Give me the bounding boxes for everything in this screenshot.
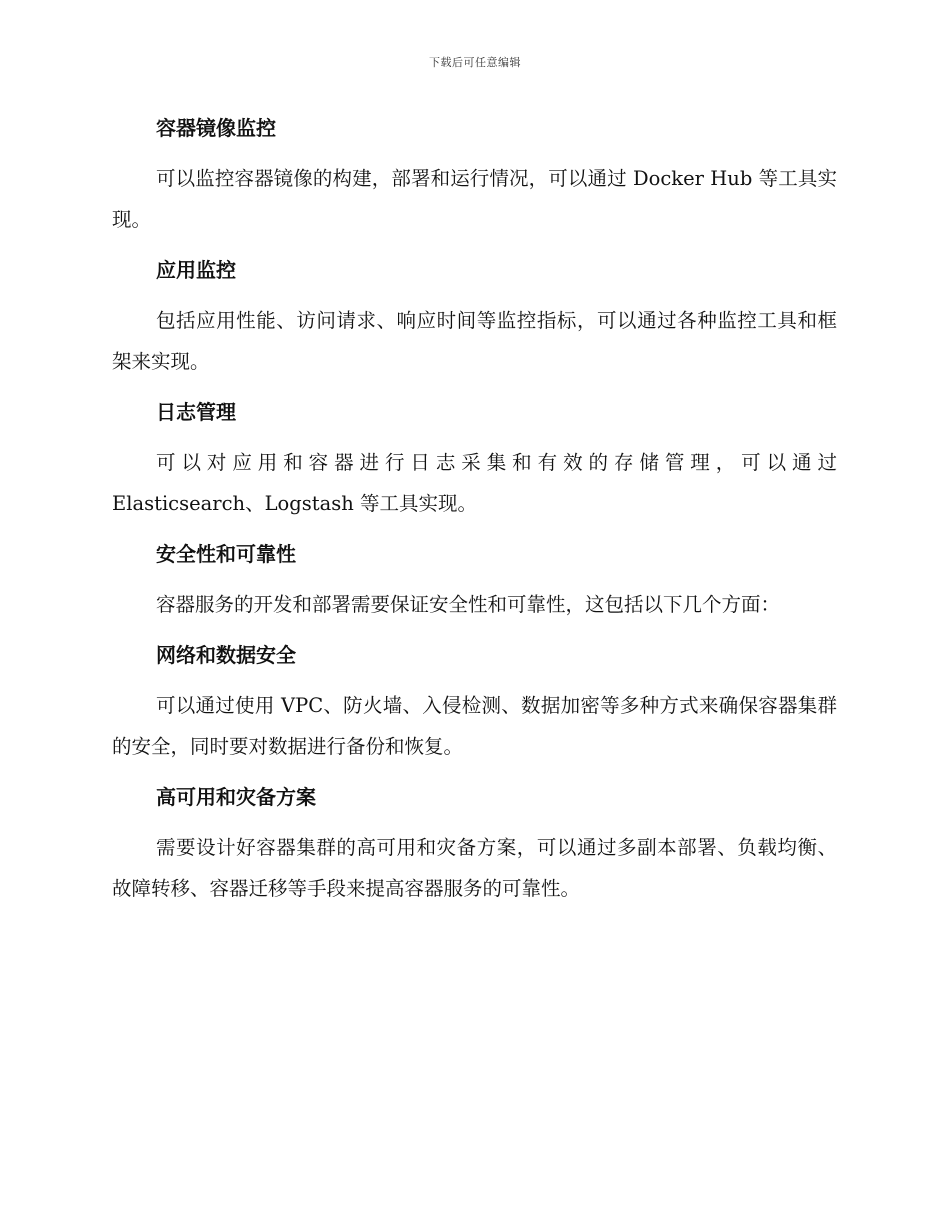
section-heading: 高可用和灾备方案 [156, 785, 316, 809]
section-log-management [112, 392, 837, 524]
section-paragraph: 可以通过使用 VPC、防火墙、入侵检测、数据加密等多种方式来确保容器集群的安全，同时要对数据进行备份和恢复。 [112, 694, 837, 758]
section-heading: 安全性和可靠性 [156, 542, 296, 566]
section-application-monitoring [112, 250, 837, 382]
section-security-reliability [112, 534, 837, 625]
section-paragraph: 可以监控容器镜像的构建，部署和运行情况，可以通过 Docker Hub 等工具实现。 [112, 167, 837, 231]
section-heading: 容器镜像监控 [156, 116, 276, 140]
section-paragraph: 可以对应用和容器进行日志采集和有效的存储管理，可以通过 Elasticsearch、Logstash 等工具实现。 [112, 451, 837, 515]
section-heading: 应用监控 [156, 258, 236, 282]
section-container-image-monitoring [112, 108, 837, 240]
section-paragraph: 容器服务的开发和部署需要保证安全性和可靠性，这包括以下几个方面： [156, 593, 781, 616]
section-heading: 网络和数据安全 [156, 643, 296, 667]
section-network-data-security [112, 635, 837, 767]
document-body [112, 108, 837, 919]
section-paragraph: 需要设计好容器集群的高可用和灾备方案，可以通过多副本部署、负载均衡、故障转移、容器迁移等手段来提高容器服务的可靠性。 [112, 836, 837, 900]
section-heading: 日志管理 [156, 400, 236, 424]
section-paragraph: 包括应用性能、访问请求、响应时间等监控指标，可以通过各种监控工具和框架来实现。 [112, 309, 837, 373]
page-header: 下载后可任意编辑 [429, 56, 521, 69]
section-high-availability-dr [112, 777, 837, 909]
